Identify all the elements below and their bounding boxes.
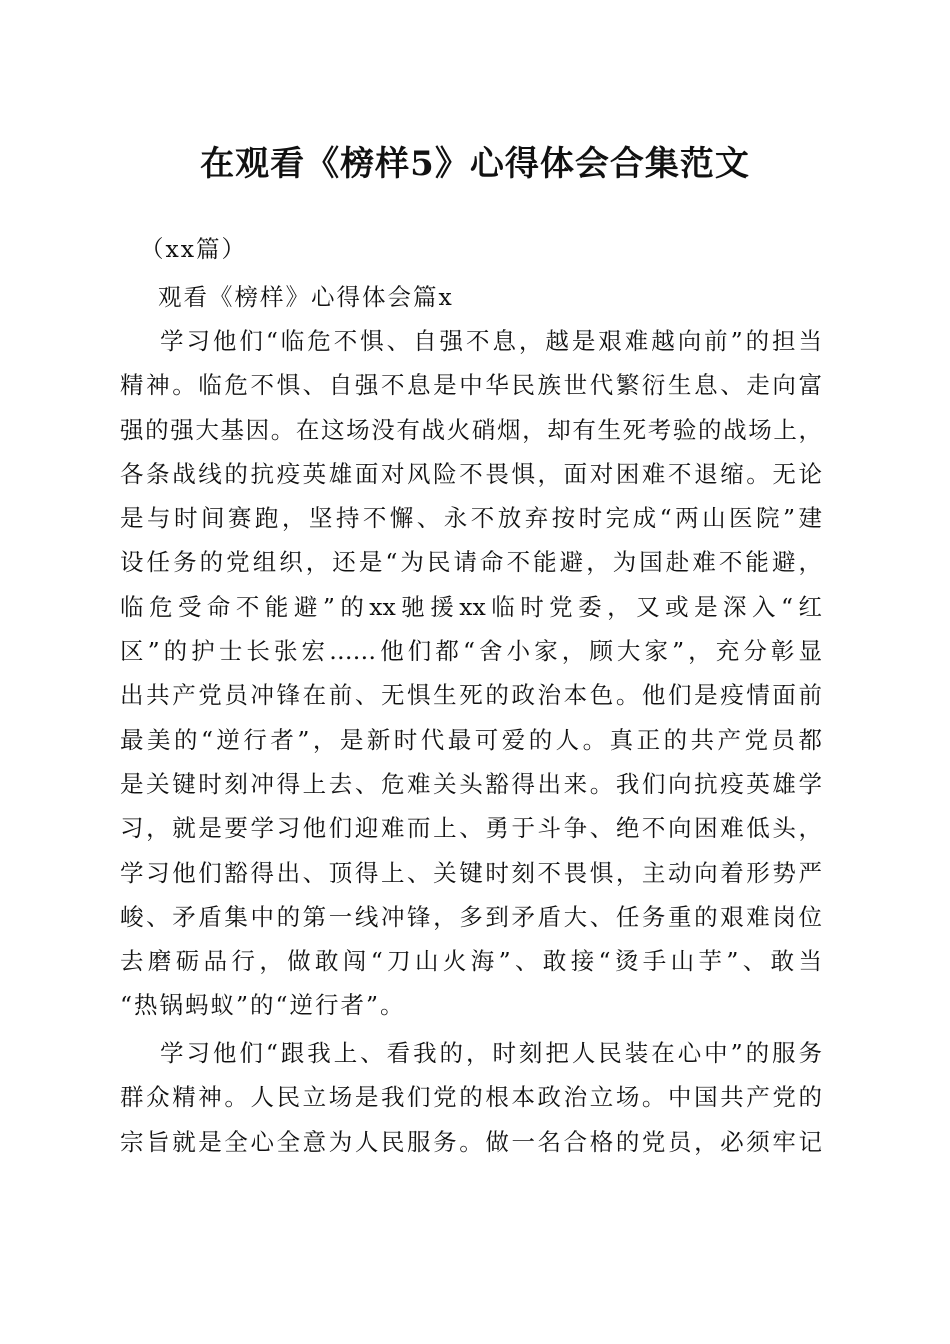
text-line: 精神。临危不惧、自强不息是中华民族世代繁衍生息、走向富 [120,371,822,400]
text-line: 学习他们豁得出、顶得上、关键时刻不畏惧，主动向着形势严 [120,858,822,887]
subtitle: （xx篇） [140,235,248,263]
text-line: 学习他们“临危不惧、自强不息，越是艰难越向前”的担当 [160,327,822,355]
text-line: 习，就是要学习他们迎难而上、勇于斗争、绝不向困难低头， [120,814,822,843]
text-line: 各条战线的抗疫英雄面对风险不畏惧，面对困难不退缩。无论 [120,459,822,488]
text-line: 临危受命不能避”的xx驰援xx临时党委，又或是深入“红 [120,592,822,621]
text-line: 最美的“逆行者”，是新时代最可爱的人。真正的共产党员都 [120,725,822,754]
text-line: 是与时间赛跑，坚持不懈、永不放弃按时完成“两山医院”建 [120,504,822,533]
text-line: 强的强大基因。在这场没有战火硝烟，却有生死考验的战场上， [120,415,822,444]
section-heading: 观看《榜样》心得体会篇x [158,283,454,311]
text-line: 是关键时刻冲得上去、危难关头豁得出来。我们向抗疫英雄学 [120,769,822,798]
paragraph-1 [120,319,822,1028]
text-line: 学习他们“跟我上、看我的，时刻把人民装在心中”的服务 [160,1039,822,1067]
text-line: 设任务的党组织，还是“为民请命不能避，为国赴难不能避， [120,548,822,577]
document-title: 在观看《榜样5》心得体会合集范文 [200,144,750,184]
text-line: 宗旨就是全心全意为人民服务。做一名合格的党员，必须牢记 [120,1127,822,1156]
text-line: 区”的护士长张宏……他们都“舍小家，顾大家”，充分彰显 [120,637,822,666]
text-line: 去磨砺品行，做敢闯“刀山火海”、敢接“烫手山芋”、敢当 [120,947,822,976]
paragraph-2 [120,1031,822,1164]
text-line: “热锅蚂蚁”的“逆行者”。 [120,991,406,1020]
text-line: 峻、矛盾集中的第一线冲锋，多到矛盾大、任务重的艰难岗位 [120,902,822,931]
text-line: 群众精神。人民立场是我们党的根本政治立场。中国共产党的 [120,1083,822,1112]
text-line: 出共产党员冲锋在前、无惧生死的政治本色。他们是疫情面前 [120,681,822,710]
